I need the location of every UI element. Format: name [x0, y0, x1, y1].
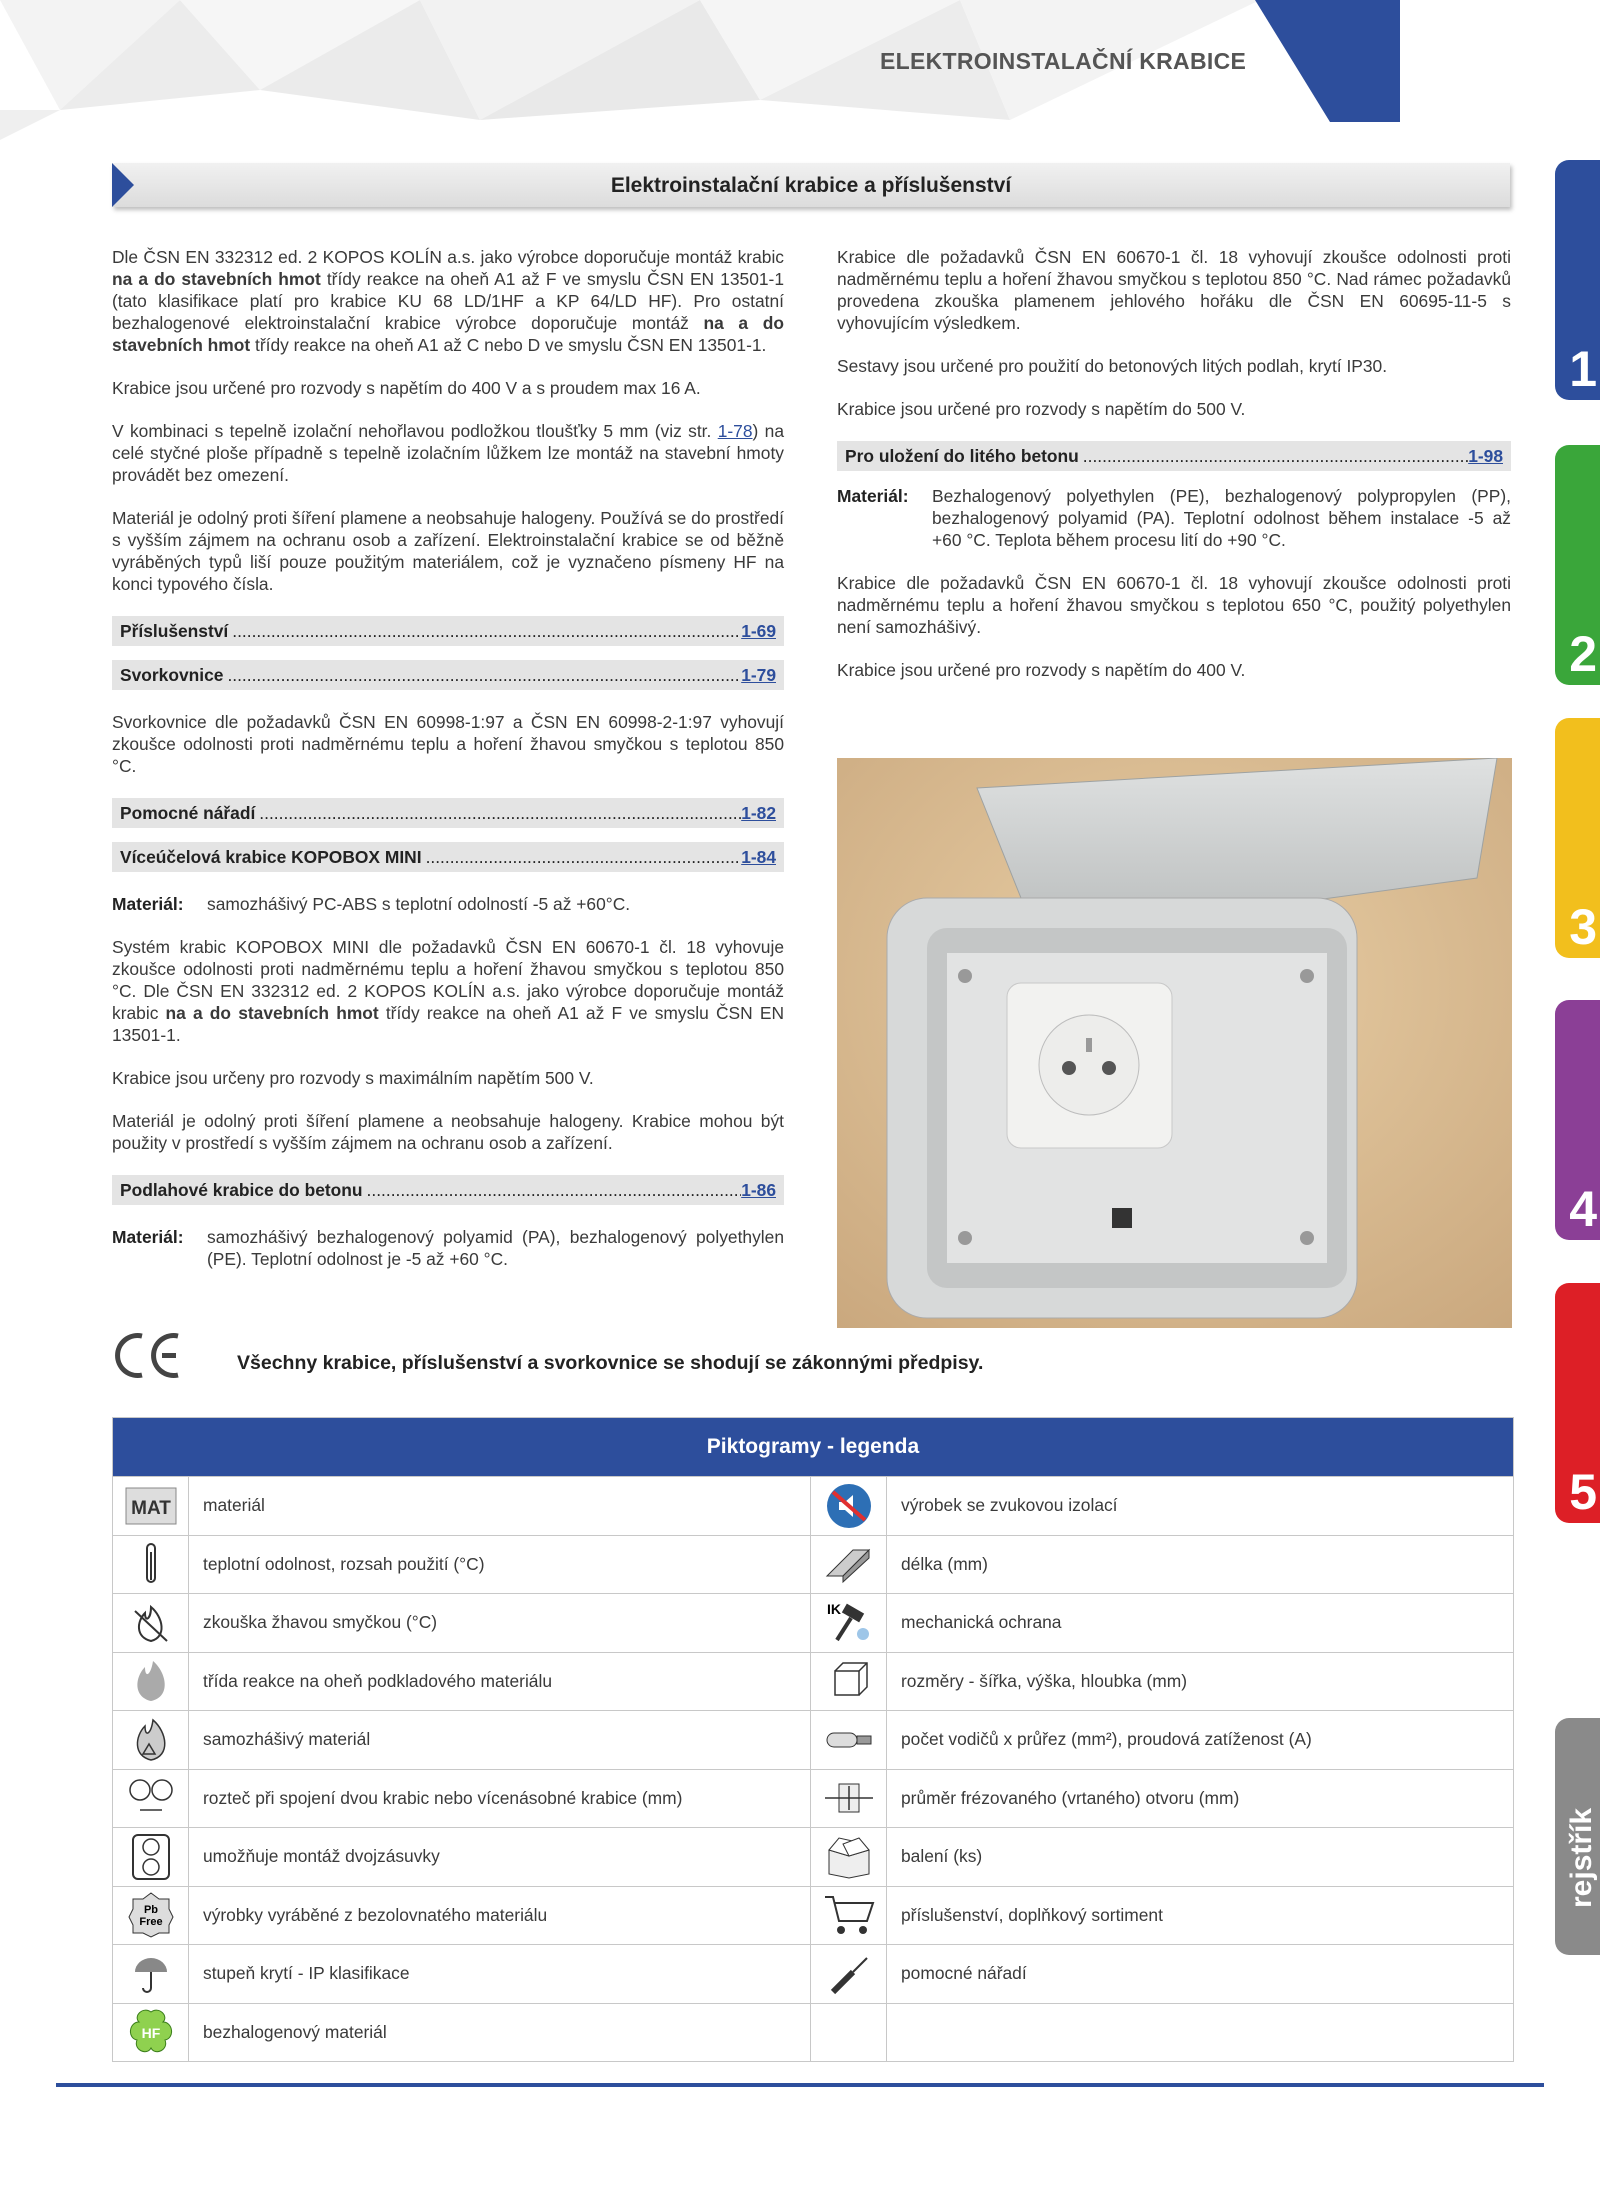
section-bar-podlahove: Podlahové krabice do betonu ..... 1-86	[112, 1175, 784, 1205]
dimensions-icon	[811, 1652, 887, 1711]
hammer-icon	[811, 1593, 887, 1652]
spacing-icon	[113, 1769, 189, 1828]
legend-item-label: stupeň krytí - IP klasifikace	[189, 1944, 811, 2003]
section-bar-lity-beton: Pro uložení do litého betonu ..... 1-98	[837, 441, 1511, 471]
glow-wire-icon	[113, 1593, 189, 1652]
section-bar-kopobox: Víceúčelová krabice KOPOBOX MINI ..... 1-84	[112, 842, 784, 872]
paragraph: Materiál je odolný proti šíření plamene a neobsahuje halogeny. Používá se do prostředí s vyšším zájmem na ochranu osob a zařízení. Elektroinstalační krabice se od běžně vyráběných typů liší pouze použitým materiálem, což je vyznačeno písmeny HF na konci typového čísla.	[112, 508, 784, 594]
legend-grid	[113, 1476, 1513, 2061]
page-link[interactable]: 1-78	[717, 421, 753, 441]
self-extinguishing-icon	[113, 1710, 189, 1769]
paragraph: Dle ČSN EN 332312 ed. 2 KOPOS KOLÍN a.s. jako výrobce doporučuje montáž krabic na a do stavebních hmot třídy reakce na oheň A1 až F ve smyslu ČSN EN 13501-1 (tato klasifikace platí pro krabice KU 68 LD/1HF a KP 64/LD HF). Pro ostatní bezhalogenové elektroinstalační krabice výrobce doporučuje montáž na a do stavebních hmot třídy reakce na oheň A1 až C nebo D ve smyslu ČSN EN 13501-1.	[112, 247, 784, 355]
screwdriver-icon	[811, 1944, 887, 2003]
legend-item-label: rozteč při spojení dvou krabic nebo vícenásobné krabice (mm)	[189, 1769, 811, 1828]
section-title: Elektroinstalační krabice a příslušenství	[610, 174, 1012, 197]
double-socket-icon	[113, 1827, 189, 1886]
legend-item-label: mechanická ochrana	[887, 1593, 1513, 1652]
kopos-logo: K	[1470, 60, 1520, 110]
legend-item-label: samozhášivý materiál	[189, 1710, 811, 1769]
thermometer-icon	[113, 1535, 189, 1594]
paragraph: Materiál je odolný proti šíření plamene a neobsahuje halogeny. Krabice mohou být použity v prostředí s vyšším zájmem na ochranu osob a zařízení.	[112, 1111, 784, 1153]
legend-item-label: počet vodičů x průřez (mm²), proudová zatíženost (A)	[887, 1710, 1513, 1769]
page-link[interactable]: 1-69	[741, 621, 776, 641]
package-icon	[811, 1827, 887, 1886]
pb-free-icon	[113, 1886, 189, 1945]
paragraph: V kombinaci s tepelně izolační nehořlavou podložkou tloušťky 5 mm (viz str. 1-78) na celé styčné ploše případně s tepelně izolačním lůžkem lze montáž na stavební hmoty provádět bez omezení.	[112, 421, 785, 485]
wire-icon	[811, 1710, 887, 1769]
section-bar-pomocne-naradi: Pomocné nářadí ..... 1-82	[112, 798, 784, 828]
product-photo	[837, 758, 1512, 1328]
footer-rule	[56, 2083, 1544, 2087]
length-icon	[811, 1535, 887, 1594]
hole-diameter-icon	[811, 1769, 887, 1828]
header-title: ELEKTROINSTALAČNÍ KRABICE	[880, 48, 1247, 74]
page-link[interactable]: 1-79	[741, 665, 776, 685]
page-link[interactable]: 1-82	[741, 803, 776, 823]
svg-text:HF: HF	[141, 2025, 160, 2042]
no-sound-icon	[811, 1476, 887, 1535]
legend-item-label: délka (mm)	[887, 1535, 1513, 1594]
ce-mark-icon	[112, 1328, 187, 1383]
material-line: Materiál: Bezhalogenový polyethylen (PE), bezhalogenový polypropylen (PP), bezhalogenový polyamid (PA). Teplotní odolnost během instalace -5 až +60 °C. Teplota během procesu lití do +90 °C.	[837, 486, 1511, 550]
left-column	[112, 246, 784, 1291]
paragraph: Systém krabic KOPOBOX MINI dle požadavků ČSN EN 60670-1 čl. 18 vyhovuje zkoušce odolnosti proti nadměrnému teplu a hoření žhavou smyčkou s teplotou 850 °C. Dle ČSN EN 332312 ed. 2 KOPOS KOLÍN a.s. jako výrobce doporučuje montáž krabic na a do stavebních hmot třídy reakce na oheň A1 až F ve smyslu ČSN EN 13501-1.	[112, 937, 785, 1045]
legend-item-label: příslušenství, doplňkový sortiment	[887, 1886, 1513, 1945]
hf-icon	[113, 2003, 189, 2062]
svg-text:IK: IK	[826, 1600, 841, 1617]
paragraph: Krabice jsou určené pro rozvody s napětím do 400 V.	[837, 660, 1246, 680]
legend-item-label: průměr frézovaného (vrtaného) otvoru (mm)	[887, 1769, 1513, 1828]
compliance-statement: Všechny krabice, příslušenství a svorkovnice se shodují se zákonnými předpisy.	[237, 1352, 984, 1374]
paragraph: Krabice jsou určené pro rozvody s napětím do 500 V.	[837, 399, 1246, 419]
legend-item-label: výrobky vyráběné z bezolovnatého materiálu	[189, 1886, 811, 1945]
material-line: Materiál: samozhášivý bezhalogenový polyamid (PA), bezhalogenový polyethylen (PE). Teplotní odolnost je -5 až +60 °C.	[112, 1227, 784, 1269]
tab-label: 4	[1569, 1181, 1597, 1237]
paragraph: Krabice jsou určené pro rozvody s napětím do 400 V a s proudem max 16 A.	[112, 378, 701, 398]
legend-title: Piktogramy - legenda	[113, 1418, 1513, 1476]
pictogram-legend	[112, 1417, 1514, 2062]
legend-item-label: výrobek se zvukovou izolací	[887, 1476, 1513, 1535]
paragraph: Krabice jsou určeny pro rozvody s maximálním napětím 500 V.	[112, 1068, 594, 1088]
tab-label: 5	[1569, 1464, 1597, 1520]
chapter-tab-1[interactable]	[1555, 160, 1600, 400]
legend-item-label: zkouška žhavou smyčkou (°C)	[189, 1593, 811, 1652]
cart-icon	[811, 1886, 887, 1945]
chapter-tab-4[interactable]	[1555, 1000, 1600, 1240]
material-line: Materiál: samozhášivý PC-ABS s teplotní odolností -5 až +60°C.	[112, 894, 631, 914]
paragraph: Krabice dle požadavků ČSN EN 60670-1 čl. 18 vyhovují zkoušce odolnosti proti nadměrnému teplu a hoření žhavou smyčkou s teplotou 650 °C, použitý polyethylen není samozhášivý.	[837, 573, 1511, 637]
tab-label: rejstřík	[1565, 1807, 1598, 1908]
svg-text:Pb: Pb	[143, 1904, 158, 1917]
legend-item-label: pomocné nářadí	[887, 1944, 1513, 2003]
legend-item-label: bezhalogenový materiál	[189, 2003, 811, 2062]
page-link[interactable]: 1-84	[741, 847, 776, 867]
chapter-tab-2[interactable]	[1555, 445, 1600, 685]
mat-icon	[113, 1476, 189, 1535]
section-title-bar	[112, 163, 1510, 207]
legend-item-label: materiál	[189, 1476, 811, 1535]
svg-text:Free: Free	[138, 1916, 163, 1929]
tab-label: 3	[1569, 899, 1597, 955]
paragraph: Krabice dle požadavků ČSN EN 60670-1 čl. 18 vyhovují zkoušce odolnosti proti nadměrnému teplu a hoření žhavou smyčkou s teplotou 850 °C. Nad rámec požadavků provedena zkouška plamenem jehlového hořáku dle ČSN EN 60695-11-5 s vyhovujícím výsledkem.	[837, 247, 1511, 333]
section-bar-prislusenstvi: Příslušenství ..... 1-69	[112, 616, 784, 646]
paragraph: Svorkovnice dle požadavků ČSN EN 60998-1:97 a ČSN EN 60998-2-1:97 vyhovují zkoušce odolnosti proti nadměrnému teplu a hoření žhavou smyčkou s teplotou 850 °C.	[112, 712, 784, 776]
empty-cell	[811, 2003, 887, 2062]
legend-item-label: teplotní odolnost, rozsah použití (°C)	[189, 1535, 811, 1594]
umbrella-icon	[113, 1944, 189, 2003]
page-link[interactable]: 1-98	[1468, 446, 1503, 466]
svg-text:MAT: MAT	[130, 1497, 171, 1519]
right-column	[837, 246, 1511, 702]
flame-icon	[113, 1652, 189, 1711]
page-number: 3	[1400, 46, 1414, 73]
section-bar-svorkovnice: Svorkovnice ..... 1-79	[112, 660, 784, 690]
legend-item-label: balení (ks)	[887, 1827, 1513, 1886]
chapter-tab-3[interactable]	[1555, 718, 1600, 958]
legend-item-label: umožňuje montáž dvojzásuvky	[189, 1827, 811, 1886]
page-link[interactable]: 1-86	[741, 1180, 776, 1200]
legend-item-label	[887, 2003, 1513, 2062]
legend-item-label: třída reakce na oheň podkladového materiálu	[189, 1652, 811, 1711]
chapter-tab-rejstrik[interactable]	[1555, 1718, 1600, 1955]
paragraph: Sestavy jsou určené pro použití do betonových litých podlah, krytí IP30.	[837, 356, 1388, 376]
tab-label: 1	[1569, 341, 1597, 397]
tab-label: 2	[1569, 626, 1597, 682]
chapter-tab-5[interactable]	[1555, 1283, 1600, 1523]
legend-item-label: rozměry - šířka, výška, hloubka (mm)	[887, 1652, 1513, 1711]
